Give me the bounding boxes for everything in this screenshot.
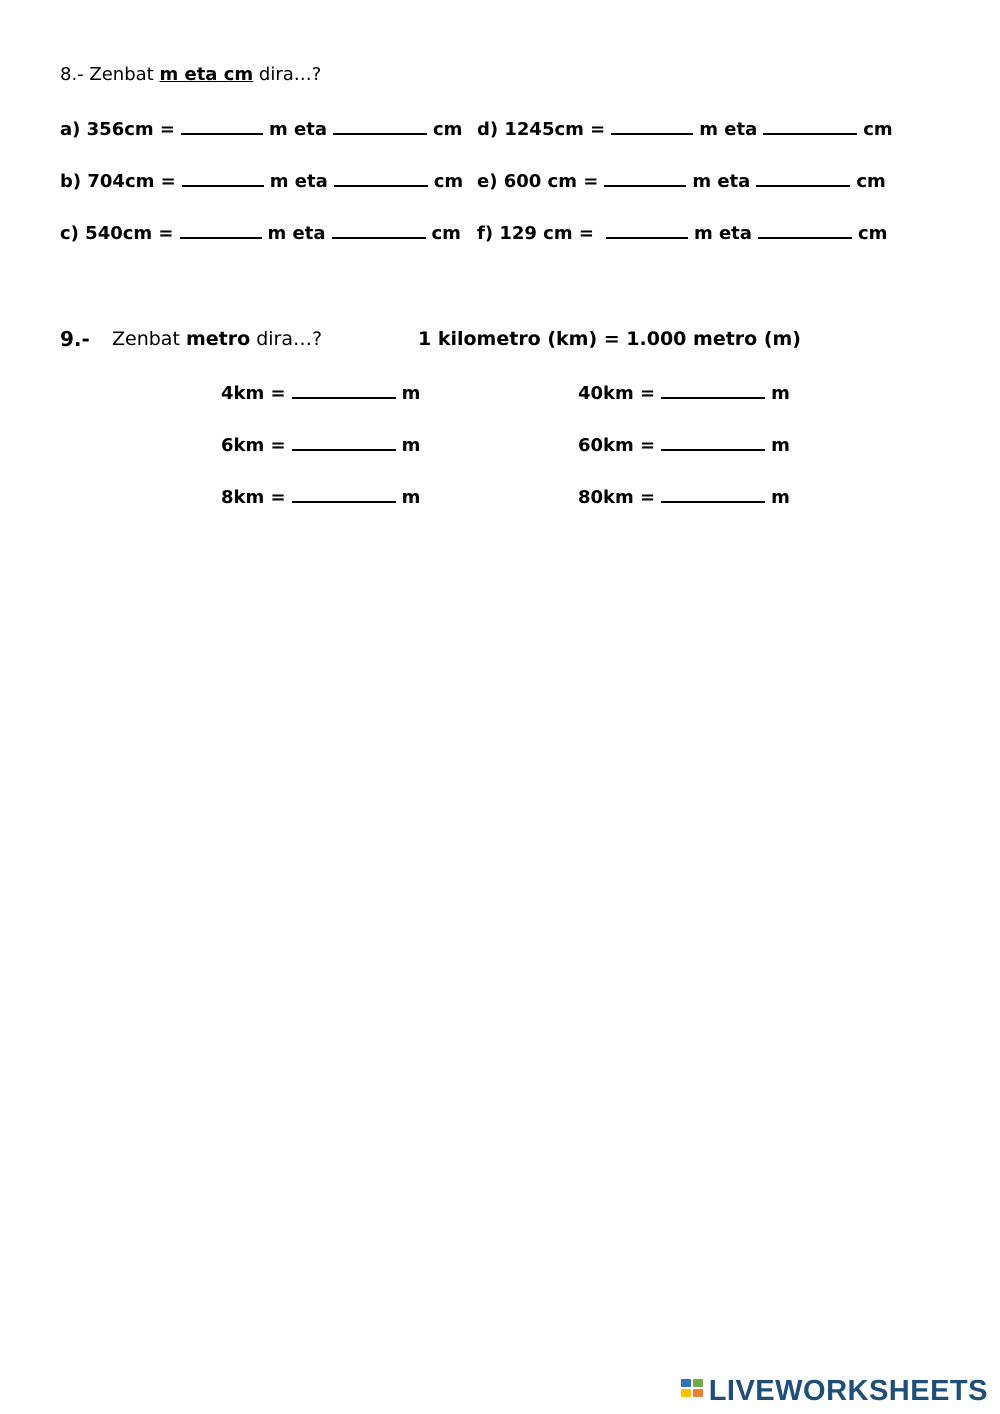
q9-unit-label: m bbox=[771, 383, 790, 404]
q9-item-60km bbox=[578, 435, 790, 456]
q9-6km-answer[interactable] bbox=[292, 435, 396, 451]
q9-unit-label: m bbox=[401, 435, 421, 456]
liveworksheets-logo bbox=[681, 1374, 988, 1408]
q9-item-40km bbox=[578, 383, 790, 404]
question-8-title bbox=[60, 64, 321, 85]
q8-item-label: b) 704cm = bbox=[60, 171, 176, 192]
q8-cm-label: cm bbox=[857, 223, 888, 244]
q9-unit-label: m bbox=[401, 383, 421, 404]
q9-unit-label: m bbox=[401, 487, 421, 508]
q9-4km-answer[interactable] bbox=[292, 383, 396, 399]
q8-a-m-answer[interactable] bbox=[181, 119, 263, 135]
q9-8km-answer[interactable] bbox=[292, 487, 396, 503]
q8-cm-label: cm bbox=[432, 119, 463, 140]
question-8-number: 8.- bbox=[60, 64, 84, 85]
q8-d-m-answer[interactable] bbox=[611, 119, 693, 135]
q8-m-label: m eta bbox=[699, 119, 758, 140]
q9-80km-answer[interactable] bbox=[661, 487, 765, 503]
q8-m-label: m eta bbox=[267, 223, 326, 244]
question-9-title bbox=[112, 328, 322, 350]
question-8-emphasis: m eta cm bbox=[159, 64, 254, 85]
q9-item-label: 6km = bbox=[221, 435, 286, 456]
q8-e-cm-answer[interactable] bbox=[756, 171, 850, 187]
q8-m-label: m eta bbox=[269, 171, 328, 192]
q8-item-c bbox=[60, 223, 461, 244]
question-9-number: 9.- bbox=[60, 327, 90, 351]
q8-m-label: m eta bbox=[693, 223, 752, 244]
q8-e-m-answer[interactable] bbox=[604, 171, 686, 187]
q8-c-m-answer[interactable] bbox=[180, 223, 262, 239]
q8-b-cm-answer[interactable] bbox=[334, 171, 428, 187]
q8-item-b bbox=[60, 171, 463, 192]
q8-item-f bbox=[477, 223, 887, 244]
q8-cm-label: cm bbox=[431, 223, 461, 244]
q8-cm-label: cm bbox=[863, 119, 893, 140]
q8-f-m-answer[interactable] bbox=[606, 223, 688, 239]
q8-m-label: m eta bbox=[692, 171, 751, 192]
q9-unit-label: m bbox=[771, 487, 790, 508]
question-9-emphasis: metro bbox=[185, 328, 251, 350]
liveworksheets-logo-icon bbox=[681, 1377, 705, 1405]
q8-cm-label: cm bbox=[856, 171, 886, 192]
question-8-suffix: dira…? bbox=[258, 64, 322, 85]
q8-m-label: m eta bbox=[269, 119, 327, 140]
q9-item-label: 4km = bbox=[221, 383, 286, 404]
q8-item-label: a) 356cm = bbox=[60, 119, 175, 140]
q9-item-4km bbox=[221, 383, 420, 404]
q8-item-label: e) 600 cm = bbox=[477, 171, 599, 192]
q8-item-e bbox=[477, 171, 886, 192]
q9-item-80km bbox=[578, 487, 790, 508]
q8-c-cm-answer[interactable] bbox=[332, 223, 426, 239]
q9-item-label: 80km = bbox=[578, 487, 656, 508]
q8-a-cm-answer[interactable] bbox=[333, 119, 427, 135]
q9-item-label: 60km = bbox=[578, 435, 656, 456]
q8-cm-label: cm bbox=[433, 171, 464, 192]
q8-item-a bbox=[60, 119, 462, 140]
q8-b-m-answer[interactable] bbox=[182, 171, 264, 187]
q8-item-label: c) 540cm = bbox=[60, 223, 174, 244]
q9-item-8km bbox=[221, 487, 420, 508]
question-9-suffix: dira…? bbox=[256, 328, 323, 350]
q9-item-label: 8km = bbox=[221, 487, 286, 508]
q8-item-d bbox=[477, 119, 893, 140]
q8-item-label: f) 129 cm = bbox=[477, 223, 594, 244]
liveworksheets-logo-text: LIVEWORKSHEETS bbox=[708, 1374, 988, 1407]
question-8-prefix: Zenbat bbox=[89, 64, 154, 85]
conversion-rule: 1 kilometro (km) = 1.000 metro (m) bbox=[418, 328, 801, 350]
q8-f-cm-answer[interactable] bbox=[758, 223, 852, 239]
q8-d-cm-answer[interactable] bbox=[763, 119, 857, 135]
question-9-prefix: Zenbat bbox=[112, 328, 180, 350]
q9-60km-answer[interactable] bbox=[661, 435, 765, 451]
q9-item-6km bbox=[221, 435, 420, 456]
q9-item-label: 40km = bbox=[578, 383, 656, 404]
q8-item-label: d) 1245cm = bbox=[477, 119, 606, 140]
q9-unit-label: m bbox=[771, 435, 790, 456]
q9-40km-answer[interactable] bbox=[661, 383, 765, 399]
